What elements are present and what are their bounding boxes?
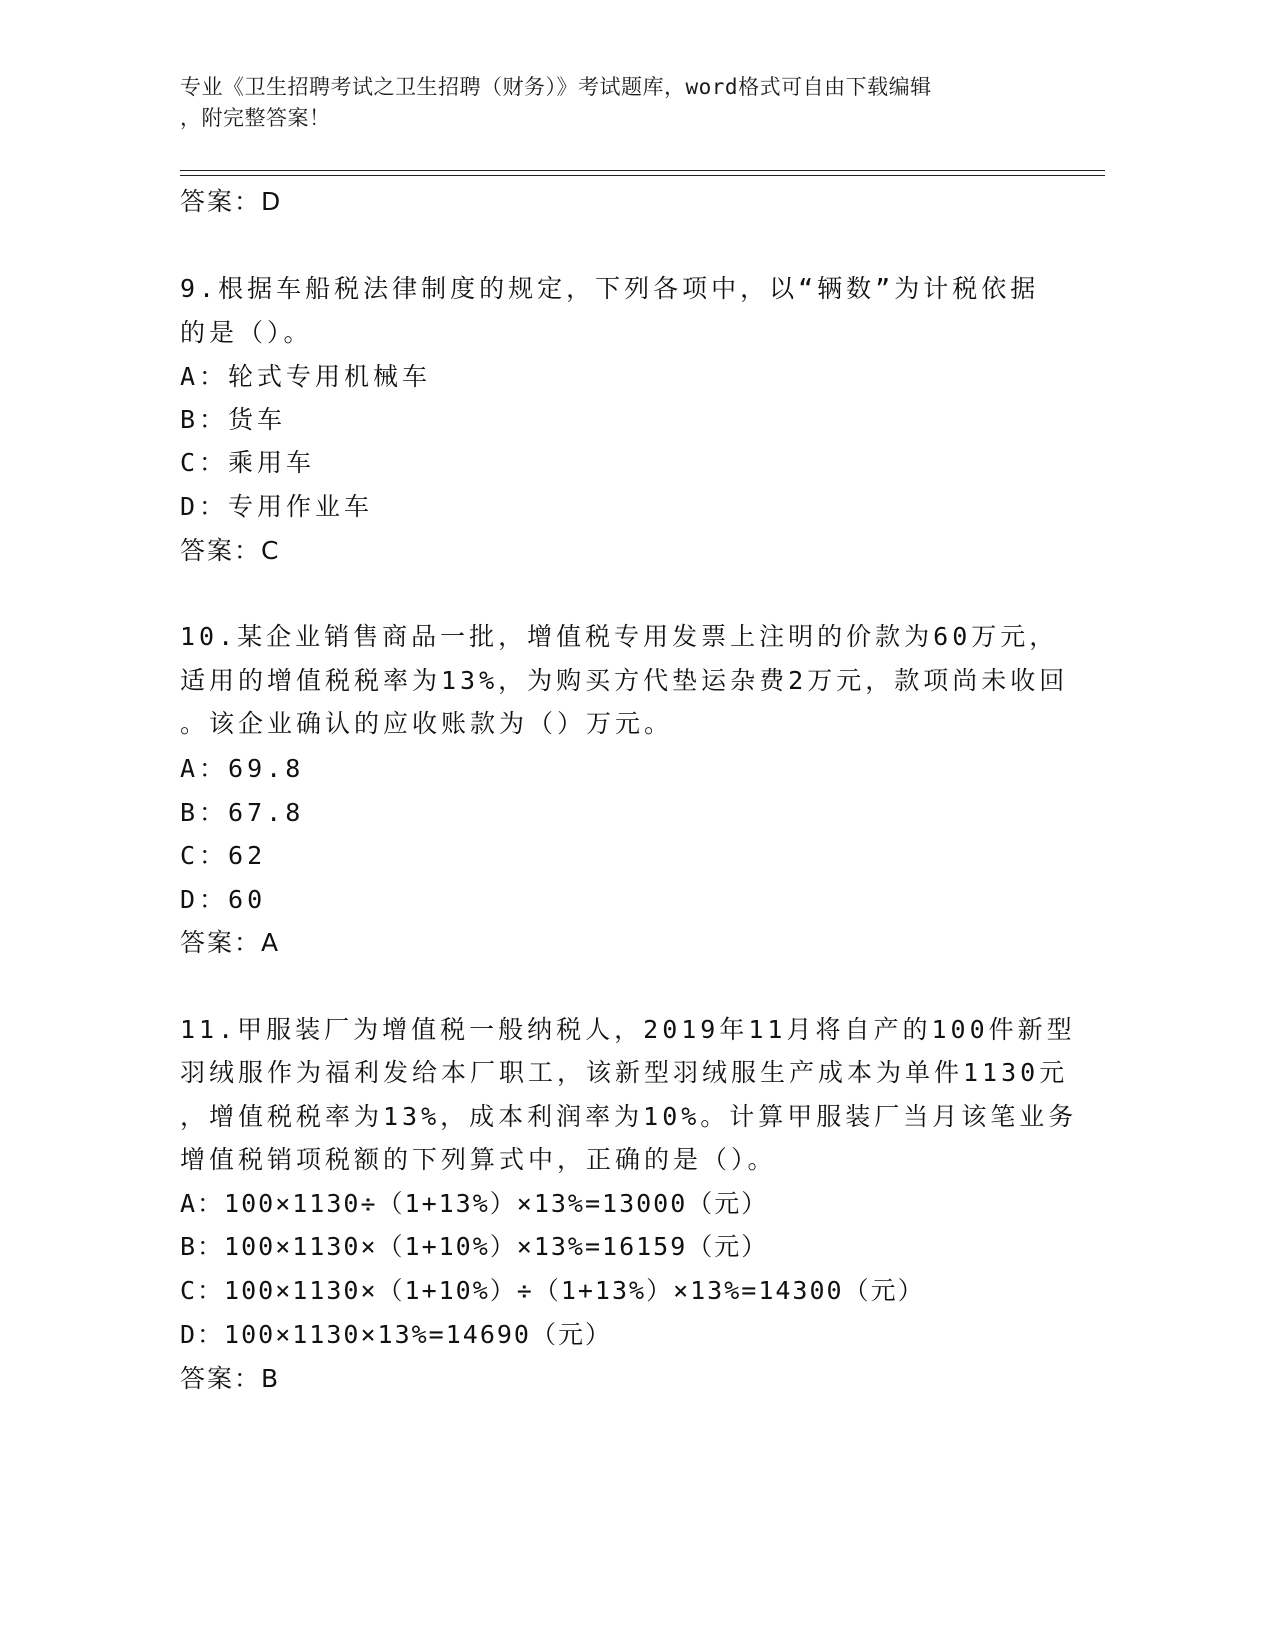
q10-stem-line-1: 10.某企业销售商品一批，增值税专用发票上注明的价款为60万元， xyxy=(180,622,1059,651)
q11-option-c: C：100×1130×（1+10%）÷（1+13%）×13%=14300（元） xyxy=(180,1276,925,1305)
page-header xyxy=(180,72,1040,134)
q10-option-c: C：62 xyxy=(180,841,267,870)
q9-answer: 答案：C xyxy=(180,536,281,565)
q10-answer: 答案：A xyxy=(180,928,281,957)
q11-answer: 答案：B xyxy=(180,1364,281,1393)
header-divider-bottom xyxy=(180,175,1105,176)
q11-stem-line-3: ，增值税税率为13%，成本利润率为10%。计算甲服装厂当月该笔业务 xyxy=(180,1102,1078,1131)
q11-stem-line-2: 羽绒服作为福利发给本厂职工，该新型羽绒服生产成本为单件1130元 xyxy=(180,1058,1069,1087)
header-line-2: ，附完整答案！ xyxy=(180,106,331,130)
header-line-1: 专业《卫生招聘考试之卫生招聘（财务）》考试题库，word格式可自由下载编辑 xyxy=(180,75,932,99)
q10-stem-line-2: 适用的增值税税率为13%，为购买方代垫运杂费2万元，款项尚未收回 xyxy=(180,666,1069,695)
q10-option-d: D：60 xyxy=(180,885,267,914)
q10-option-a: A：69.8 xyxy=(180,754,305,783)
q11-stem-line-1: 11.甲服装厂为增值税一般纳税人，2019年11月将自产的100件新型 xyxy=(180,1015,1076,1044)
q9-stem-line-2: 的是（）。 xyxy=(180,318,313,347)
q9-stem-line-1: 9.根据车船税法律制度的规定，下列各项中，以“辆数”为计税依据 xyxy=(180,274,1040,303)
q10-option-b: B：67.8 xyxy=(180,798,305,827)
q9-option-c: C：乘用车 xyxy=(180,448,316,477)
q9-option-d: D：专用作业车 xyxy=(180,492,374,521)
answer-prev: 答案：D xyxy=(180,187,283,216)
q11-stem-line-4: 增值税销项税额的下列算式中，正确的是（）。 xyxy=(180,1145,777,1174)
header-divider-top xyxy=(180,170,1105,171)
q10-stem-line-3: 。该企业确认的应收账款为（）万元。 xyxy=(180,709,674,738)
q11-option-a: A：100×1130÷（1+13%）×13%=13000（元） xyxy=(180,1189,769,1218)
q9-option-b: B：货车 xyxy=(180,405,287,434)
q9-option-a: A：轮式专用机械车 xyxy=(180,362,432,391)
q11-option-b: B：100×1130×（1+10%）×13%=16159（元） xyxy=(180,1232,769,1261)
q11-option-d: D：100×1130×13%=14690（元） xyxy=(180,1320,612,1349)
